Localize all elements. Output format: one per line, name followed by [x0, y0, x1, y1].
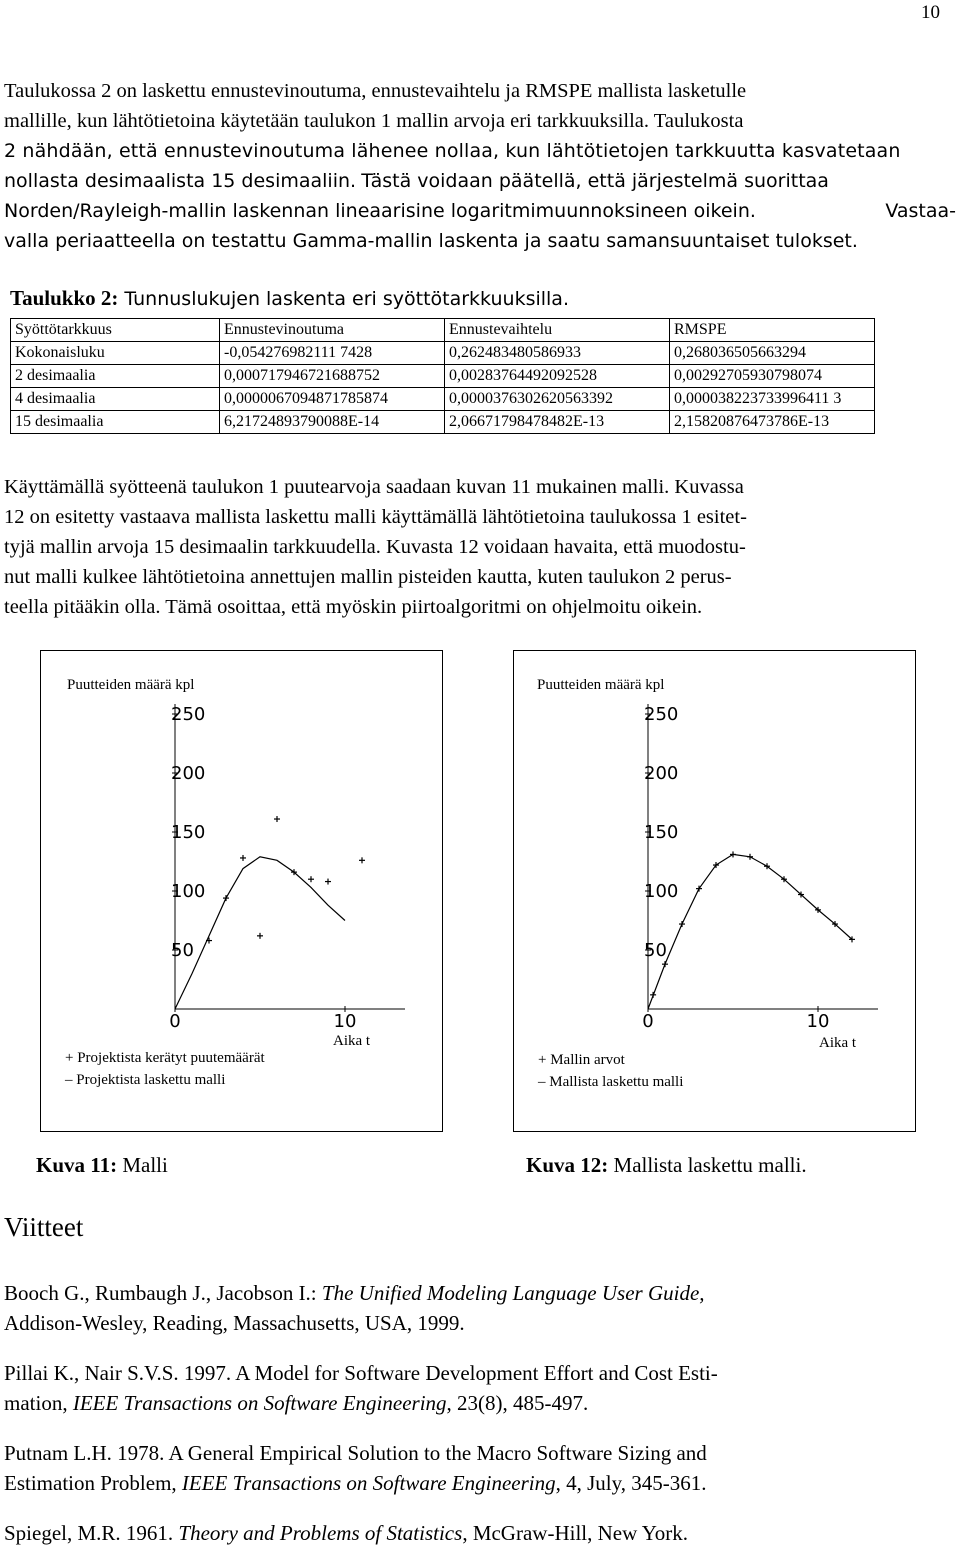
- table-cell: 0,262483480586933: [445, 342, 670, 365]
- y-tick-label: 200: [171, 763, 206, 784]
- para1-line: mallille, kun lähtötietoina käytetään taulukon 1 mallin arvoja eri tarkkuuksilla. Taulukosta: [4, 110, 744, 132]
- para1-line: Tästä voidaan päätellä, että järjestelmä suorittaa: [361, 170, 829, 192]
- references-heading: Viitteet: [4, 1212, 84, 1242]
- para2-line: Käyttämällä syötteenä taulukon 1 puutearvoja saadaan kuvan 11 mukainen malli. Kuvassa: [4, 476, 744, 498]
- table-header: Syöttötarkkuus: [11, 319, 220, 342]
- table-row: [11, 411, 875, 434]
- para1-line: Norden/Rayleigh-mallin laskennan lineaarisine logaritmimuunnoksineen oikein.: [4, 200, 756, 222]
- data-point: [359, 857, 365, 863]
- x-axis-label: Aika t: [819, 1035, 857, 1051]
- data-point: [325, 879, 331, 885]
- series-line: [648, 854, 852, 1009]
- figure-11: [40, 650, 443, 1132]
- y-tick-label: 100: [171, 881, 206, 902]
- paragraph-1: [4, 76, 956, 256]
- para1-line: Vastaa-: [885, 200, 956, 222]
- legend: [65, 1047, 265, 1091]
- table-cell: 0,000038223733996411 3: [670, 388, 875, 411]
- legend-item-points: + Mallin arvot: [538, 1052, 625, 1068]
- x-axis-label: Aika t: [333, 1033, 371, 1049]
- x-tick-label: 0: [169, 1011, 181, 1032]
- para1-line: Taulukossa 2 on laskettu ennustevinoutuma, ennustevaihtelu ja RMSPE mallista lasketulle: [4, 80, 747, 102]
- table-cell: 0,00283764492092528: [445, 365, 670, 388]
- figure-12: [513, 650, 916, 1132]
- para2-line: 12 on esitetty vastaava mallista laskettu malli käyttämällä lähtötietoina taulukossa 1 esitet-: [4, 506, 747, 528]
- legend-item-points: + Projektista kerätyt puutemäärät: [65, 1050, 265, 1066]
- table-row: [11, 388, 875, 411]
- table-cell: 2,06671798478482E-13: [445, 411, 670, 434]
- y-tick-label: 250: [171, 704, 206, 725]
- para1-line: 2 nähdään, että ennustevinoutuma lähenee nollaa, kun lähtötietojen tarkkuutta kasvatetaan: [4, 140, 901, 162]
- table-cell: 2 desimaalia: [11, 365, 220, 388]
- table-cell: 0,0000067094871785874: [220, 388, 445, 411]
- reference-2: Pillai K., Nair S.V.S. 1997. A Model for Software Development Effort and Cost Esti- mation, IEEE Transactions on Software Engineering, 23(8), 485-497.: [4, 1361, 718, 1415]
- y-tick-label: 200: [644, 763, 679, 784]
- para1-line: valla periaatteella on testattu Gamma-mallin laskenta ja saatu samansuuntaiset tulokset.: [4, 230, 858, 252]
- paragraph-2: [4, 472, 956, 622]
- x-tick-label: 10: [333, 1011, 357, 1032]
- table-cell: 0,000717946721688752: [220, 365, 445, 388]
- table-cell: Kokonaisluku: [11, 342, 220, 365]
- y-tick-label: 250: [644, 704, 679, 725]
- para2-line: tyjä mallin arvoja 15 desimaalin tarkkuudella. Kuvasta 12 voidaan havaita, että muodostu-: [4, 536, 746, 558]
- table-header: RMSPE: [670, 319, 875, 342]
- y-tick-label: 150: [644, 822, 679, 843]
- table-header: Ennustevinoutuma: [220, 319, 445, 342]
- table-row: [11, 342, 875, 365]
- y-axis-label: Puutteiden määrä kpl: [537, 677, 665, 693]
- y-tick-label: 50: [171, 940, 194, 961]
- table-header-row: [11, 319, 875, 342]
- table-cell: -0,054276982111 7428: [220, 342, 445, 365]
- reference-3: Putnam L.H. 1978. A General Empirical Solution to the Macro Software Sizing and Estimation Problem, IEEE Transactions on Software Engineering, 4, July, 345-361.: [4, 1441, 707, 1495]
- legend-item-line: – Mallista laskettu malli: [538, 1074, 684, 1090]
- table-cell: 6,21724893790088E-14: [220, 411, 445, 434]
- para1-line: nollasta desimaalista 15 desimaaliin.: [4, 170, 357, 192]
- table-cell: 2,15820876473786E-13: [670, 411, 875, 434]
- table-cell: 0,00292705930798074: [670, 365, 875, 388]
- table-cell: 0,0000376302620563392: [445, 388, 670, 411]
- table-cell: 4 desimaalia: [11, 388, 220, 411]
- data-point: [240, 855, 246, 861]
- results-table: [10, 318, 875, 434]
- y-tick-label: 50: [644, 940, 667, 961]
- data-point: [257, 933, 263, 939]
- table-caption: Taulukko 2: Tunnuslukujen laskenta eri syöttötarkkuuksilla.: [10, 286, 569, 310]
- para2-line: teella pitääkin olla. Tämä osoittaa, että myöskin piirtoalgoritmi on ohjelmoitu oikein.: [4, 596, 703, 618]
- y-tick-label: 150: [171, 822, 206, 843]
- table-cell: 0,268036505663294: [670, 342, 875, 365]
- legend: [538, 1049, 683, 1093]
- x-tick-label: 0: [642, 1011, 654, 1032]
- figure-12-caption: Kuva 12: Mallista laskettu malli.: [526, 1153, 807, 1177]
- table-header: Ennustevaihtelu: [445, 319, 670, 342]
- figure-11-caption: Kuva 11: Malli: [36, 1153, 168, 1177]
- x-tick-label: 10: [806, 1011, 830, 1032]
- y-tick-label: 100: [644, 881, 679, 902]
- y-axis-label: Puutteiden määrä kpl: [67, 677, 195, 693]
- reference-1: Booch G., Rumbaugh J., Jacobson I.: The Unified Modeling Language User Guide, Addison-Wesley, Reading, Massachusetts, USA, 1999.: [4, 1281, 705, 1335]
- table-cell: 15 desimaalia: [11, 411, 220, 434]
- reference-4: Spiegel, M.R. 1961. Theory and Problems of Statistics, McGraw-Hill, New York.: [4, 1521, 689, 1545]
- page-number: 10: [921, 2, 940, 23]
- data-point: [308, 876, 314, 882]
- para2-line: nut malli kulkee lähtötietoina annettujen mallin pisteiden kautta, kuten taulukon 2 perus-: [4, 566, 732, 588]
- table-row: [11, 365, 875, 388]
- legend-item-line: – Projektista laskettu malli: [65, 1072, 226, 1088]
- data-point: [274, 816, 280, 822]
